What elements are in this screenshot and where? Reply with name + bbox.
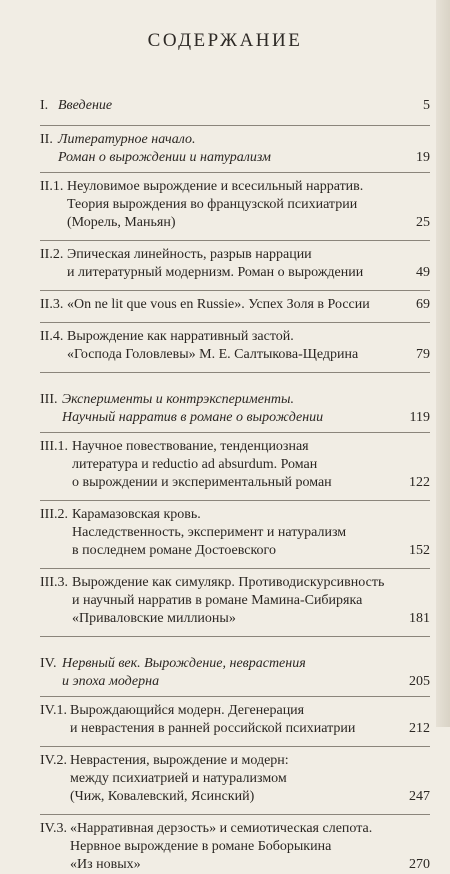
page-number: 205 [409,674,430,689]
toc-entry-ii-2 [40,246,430,282]
entry-title-line: о вырождении и экспериментальный роман [72,475,332,490]
toc-entry-iii-2 [40,506,430,560]
entry-title-line: литература и reductio ad absurdum. Роман [72,457,318,472]
entry-title [40,574,430,628]
entry-number: II.2. [40,247,64,262]
entry-title-line: Теория вырождения во французской психиатрии [67,197,358,212]
entry-number: IV.2. [40,753,67,768]
entry-title-line: в последнем романе Достоевского [72,543,276,558]
entry-title [40,752,430,806]
entry-title-line: Эксперименты и контрэксперименты. [62,392,294,407]
entry-title-line: Карамазовская кровь. [72,507,201,522]
page-number: 49 [416,265,430,280]
entry-number: I. [40,98,49,113]
entry-title [40,296,430,314]
entry-title-line: Роман о вырождении и натурализм [58,150,271,165]
entry-title-line: Нервное вырождение в романе Боборыкина [70,839,332,854]
page-number: 247 [409,789,430,804]
entry-title [40,131,430,167]
entry-title-line: Наследственность, эксперимент и натурализм [72,525,347,540]
entry-title-line: Эпическая линейность, разрыв наррации [67,247,312,262]
entry-title [40,246,430,282]
toc-entry-part-4 [40,655,430,691]
entry-title-line: Литературное начало. [58,132,196,147]
page-edge [436,0,450,727]
entry-title [40,506,430,560]
entry-title-line: «Приваловские миллионы» [72,611,236,626]
entry-number: IV.3. [40,821,67,836]
toc-entry-ii-1 [40,178,430,232]
entry-title [40,702,430,738]
entry-title [40,391,430,427]
entry-title-line: и эпоха модерна [62,674,160,689]
toc-entry-iv-3 [40,820,430,874]
entry-number: IV.1. [40,703,67,718]
page-number: 212 [409,721,430,736]
entry-title: Введение [58,98,113,113]
entry-title [40,438,430,492]
page-number: 119 [409,410,430,425]
toc-entry-iii-1 [40,438,430,492]
entry-number: IV. [40,656,57,671]
page-number: 122 [409,475,430,490]
entry-title-line: «Из новых» [70,857,141,872]
page-number: 25 [416,215,430,230]
entry-number: II.4. [40,329,64,344]
page-title: СОДЕРЖАНИЕ [147,30,303,51]
toc-entry-ii-3 [40,296,430,314]
toc-entry-intro [40,97,430,115]
toc-entry-iii-3 [40,574,430,628]
entry-number: III.3. [40,575,68,590]
entry-title-line: «Господа Головлевы» М. Е. Салтыкова-Щедрина [67,347,359,362]
page-number: 5 [423,98,430,113]
entry-title [40,820,430,874]
entry-number: III.1. [40,439,68,454]
page-number: 69 [416,297,430,312]
entry-title-line: Вырождение как нарративный застой. [67,329,294,344]
page-number: 79 [416,347,430,362]
entry-number: II. [40,132,53,147]
entry-title-line: и литературный модернизм. Роман о вырождении [67,265,364,280]
entry-title-line: между психиатрией и натурализмом [70,771,287,786]
toc-entry-ii-4 [40,328,430,364]
entry-title-line: и неврастения в ранней российской психиатрии [70,721,356,736]
entry-title-line: Неврастения, вырождение и модерн: [70,753,289,768]
entry-number: II.3. [40,297,64,312]
entry-title [40,328,430,364]
entry-title-line: «Нарративная дерзость» и семиотическая слепота. [70,821,373,836]
page-number: 152 [409,543,430,558]
entry-title-line: Научное повествование, тенденциозная [72,439,309,454]
toc-entry-iv-2 [40,752,430,806]
page-number: 270 [409,857,430,872]
entry-title-line: (Морель, Маньян) [67,215,176,230]
entry-title-line: Вырождение как симулякр. Противодискурсивность [72,575,385,590]
page-number: 181 [409,611,430,626]
entry-number: II.1. [40,179,64,194]
toc-entry-part-3 [40,391,430,427]
entry-title [40,178,430,232]
entry-title-line: «On ne lit que vous en Russie». Успех Золя в России [67,297,370,312]
entry-title-line: Неуловимое вырождение и всесильный нарратив. [67,179,364,194]
toc-entry-part-2 [40,131,430,167]
page-number: 19 [416,150,430,165]
entry-title-line: и научный нарратив в романе Мамина-Сибиряка [72,593,363,608]
entry-number: III.2. [40,507,68,522]
entry-number: III. [40,392,58,407]
entry-title-line: Вырождающийся модерн. Дегенерация [70,703,305,718]
entry-title [40,655,430,691]
entry-title-line: Нервный век. Вырождение, неврастения [62,656,306,671]
toc-entry-iv-1 [40,702,430,738]
entry-title-line: (Чиж, Ковалевский, Ясинский) [70,789,255,804]
table-of-contents [40,97,430,874]
entry-title-line: Научный нарратив в романе о вырождении [62,410,324,425]
